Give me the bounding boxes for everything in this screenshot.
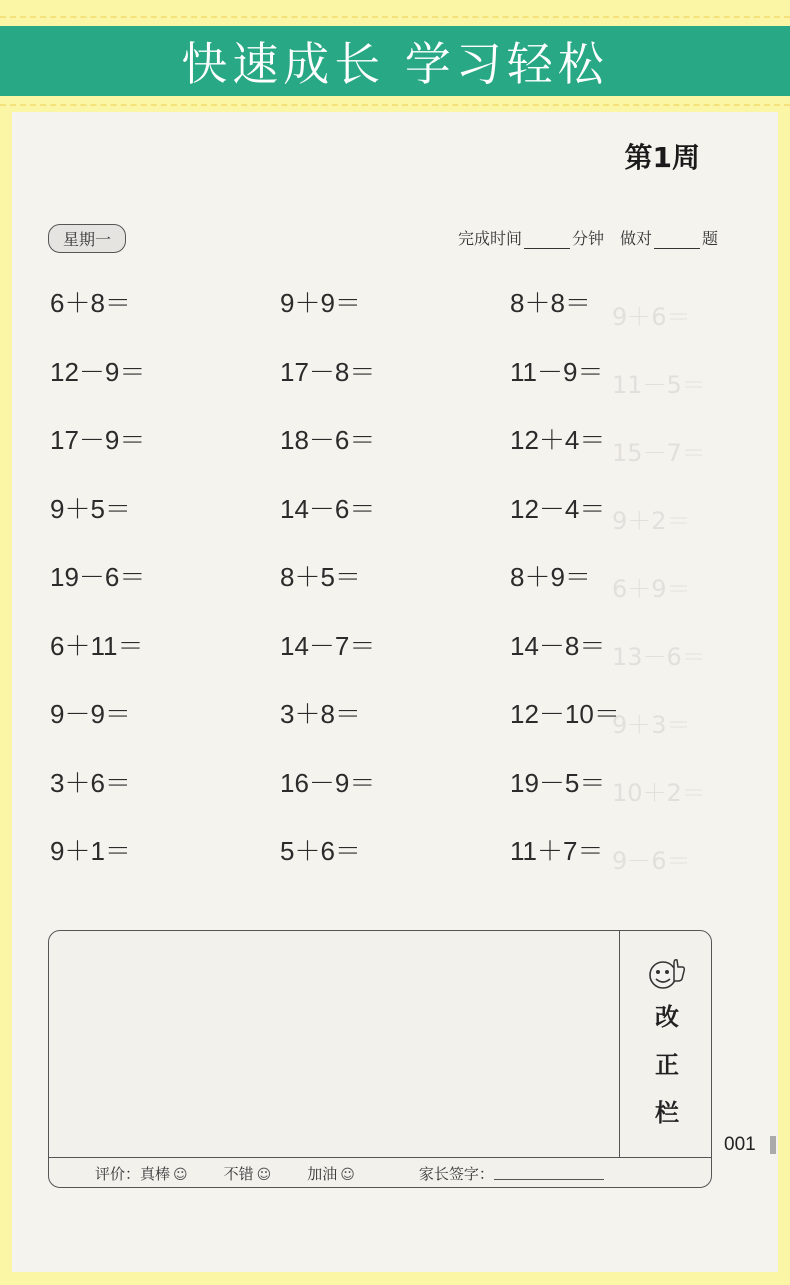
weekday-badge: 星期一 xyxy=(48,224,126,253)
problem: 14－6＝ xyxy=(280,493,376,524)
problem: 12－4＝ xyxy=(510,493,606,524)
problem: 19－6＝ xyxy=(50,562,146,592)
correction-box xyxy=(48,930,712,1188)
problem: 14－8＝ xyxy=(510,630,606,661)
bleed-through: 9＋6＝ xyxy=(612,303,691,331)
banner-top-divider xyxy=(0,16,790,18)
problem: 9＋1＝ xyxy=(50,836,131,866)
correct-label: 做对 xyxy=(619,229,652,248)
problem: 19－5＝ xyxy=(510,767,606,798)
evaluation-row xyxy=(49,1157,711,1188)
time-label: 完成时间 xyxy=(457,229,522,248)
problem: 8＋8＝ xyxy=(510,288,591,318)
parent-signature-label: 家长签字： xyxy=(418,1164,494,1183)
problem: 12－9＝ xyxy=(50,356,146,387)
evaluation-label: 评价： xyxy=(95,1164,141,1183)
problem: 3＋8＝ xyxy=(280,699,361,729)
page-edge-marker xyxy=(770,1136,776,1154)
problem: 9＋5＝ xyxy=(50,493,131,524)
worksheet-page xyxy=(12,112,778,1272)
problem: 16－9＝ xyxy=(280,767,376,798)
bleed-through: 11－5＝ xyxy=(612,371,706,399)
thumbs-up-smiley-icon xyxy=(647,955,687,991)
correction-title-char: 改 xyxy=(655,1003,679,1031)
evaluation-option-good[interactable] xyxy=(224,1163,272,1184)
problem: 8＋9＝ xyxy=(510,562,591,592)
week-title: 第1周 xyxy=(624,141,700,174)
problem: 12－10＝ xyxy=(510,699,620,729)
bleed-through: 9－6＝ xyxy=(612,847,691,875)
problem: 14－7＝ xyxy=(280,630,376,661)
correction-title-char: 栏 xyxy=(655,1099,679,1127)
page-number: 001 xyxy=(724,1134,756,1155)
problem: 5＋6＝ xyxy=(280,836,361,866)
smiley-icon: ☺ xyxy=(256,1166,272,1183)
minutes-label: 分钟 xyxy=(571,229,604,248)
evaluation-option-great[interactable] xyxy=(140,1163,188,1184)
problem: 17－9＝ xyxy=(50,425,146,455)
bleed-through: 9＋2＝ xyxy=(612,507,691,535)
option-good-label: 不错 xyxy=(223,1164,254,1183)
problem: 11＋7＝ xyxy=(510,836,604,866)
problem: 12＋4＝ xyxy=(510,425,606,455)
option-great-label: 真棒 xyxy=(140,1164,171,1183)
problem: 9＋9＝ xyxy=(280,288,361,318)
bleed-through: 13－6＝ xyxy=(612,643,706,671)
problem-grid xyxy=(50,285,650,902)
problem: 3＋6＝ xyxy=(50,767,131,798)
banner-title: 快速成长 学习轻松 xyxy=(181,37,609,91)
correction-label-column xyxy=(621,931,713,1157)
problem: 18－6＝ xyxy=(280,425,376,455)
problem: 6＋11＝ xyxy=(50,630,144,661)
correction-writing-area[interactable] xyxy=(49,931,620,1157)
option-keep-going-label: 加油 xyxy=(307,1164,338,1183)
timing-line xyxy=(458,226,718,249)
problem: 11－9＝ xyxy=(510,356,604,387)
minutes-blank[interactable] xyxy=(524,234,570,249)
bleed-through: 6＋9＝ xyxy=(612,575,691,603)
questions-label: 题 xyxy=(701,229,718,248)
bleed-through: 15－7＝ xyxy=(612,439,706,467)
banner-bottom-divider xyxy=(0,104,790,106)
problem: 8＋5＝ xyxy=(280,562,361,592)
problem: 17－8＝ xyxy=(280,356,376,387)
parent-signature-field[interactable] xyxy=(494,1167,604,1180)
banner xyxy=(0,26,790,96)
bleed-through: 9＋3＝ xyxy=(612,711,691,739)
evaluation-option-keep-going[interactable] xyxy=(307,1163,355,1184)
correction-title-char: 正 xyxy=(655,1051,679,1079)
smiley-icon: ☺ xyxy=(340,1166,355,1183)
correct-count-blank[interactable] xyxy=(654,234,700,249)
bleed-through: 10＋2＝ xyxy=(612,779,706,807)
problem: 9－9＝ xyxy=(50,699,131,729)
problem: 6＋8＝ xyxy=(50,288,131,318)
smiley-icon: ☺ xyxy=(173,1166,188,1183)
